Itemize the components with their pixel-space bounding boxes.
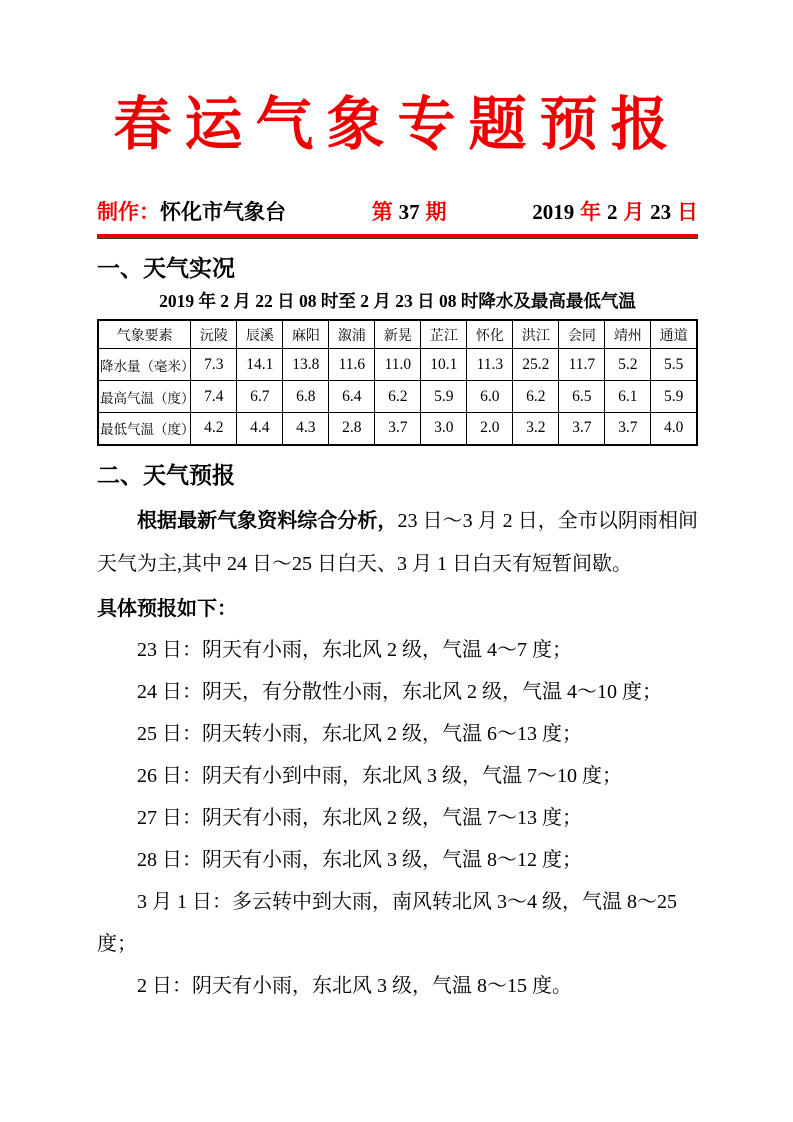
table-cell: 3.0 bbox=[421, 413, 467, 445]
table-cell: 6.1 bbox=[605, 381, 651, 413]
date-month-unit: 月 bbox=[623, 201, 645, 224]
section1-heading: 一、天气实况 bbox=[97, 255, 235, 281]
table-cell: 6.5 bbox=[559, 381, 605, 413]
forecast-subheading: 具体预报如下： bbox=[97, 597, 237, 620]
forecast-line: 25 日：阴天转小雨，东北风 2 级，气温 6～13 度； bbox=[137, 722, 582, 745]
producer-label: 制作： bbox=[97, 201, 160, 224]
table-row bbox=[98, 381, 697, 413]
table-cell: 6.8 bbox=[283, 381, 329, 413]
table-row bbox=[98, 349, 697, 381]
issue-prefix: 第 bbox=[371, 201, 393, 224]
table-header-cell: 新晃 bbox=[375, 320, 421, 349]
producer bbox=[97, 199, 286, 227]
table-cell: 7.3 bbox=[191, 349, 237, 381]
table-cell: 11.7 bbox=[559, 349, 605, 381]
forecast-line: 28 日：阴天有小雨，东北风 3 级，气温 8～12 度； bbox=[137, 848, 582, 871]
table-cell: 5.9 bbox=[421, 381, 467, 413]
table-row bbox=[98, 413, 697, 445]
issue-suffix: 期 bbox=[425, 201, 447, 224]
table-cell: 6.2 bbox=[375, 381, 421, 413]
forecast-line: 3 月 1 日：多云转中到大雨，南风转北风 3～4 级，气温 8～25 度； bbox=[97, 890, 677, 955]
issue-value: 37 bbox=[398, 200, 420, 224]
forecast-line: 2 日：阴天有小雨，东北风 3 级，气温 8～15 度。 bbox=[137, 974, 572, 997]
forecast-intro-lead: 根据最新气象资料综合分析， bbox=[137, 509, 398, 532]
producer-name: 怀化市气象台 bbox=[160, 201, 286, 224]
table-cell: 6.4 bbox=[329, 381, 375, 413]
date-day-unit: 日 bbox=[677, 201, 698, 224]
weather-observation-table bbox=[97, 319, 698, 446]
table-cell: 11.6 bbox=[329, 349, 375, 381]
table-cell: 4.3 bbox=[283, 413, 329, 445]
masthead-info-line bbox=[97, 198, 698, 227]
table-cell: 4.2 bbox=[191, 413, 237, 445]
table-header-cell: 气象要素 bbox=[98, 320, 191, 349]
date-year-unit: 年 bbox=[580, 201, 602, 224]
issue-date bbox=[532, 198, 698, 227]
table-header-cell: 芷江 bbox=[421, 320, 467, 349]
table-cell: 4.4 bbox=[237, 413, 283, 445]
table-cell: 5.2 bbox=[605, 349, 651, 381]
forecast-intro bbox=[97, 500, 698, 586]
table-cell: 3.7 bbox=[605, 413, 651, 445]
table-header-row bbox=[98, 320, 697, 349]
table-cell: 5.5 bbox=[651, 349, 697, 381]
table-row-label: 最低气温（度） bbox=[98, 413, 191, 445]
date-day: 23 bbox=[650, 200, 672, 224]
table-cell: 6.2 bbox=[513, 381, 559, 413]
table-cell: 6.0 bbox=[467, 381, 513, 413]
issue-number bbox=[372, 198, 447, 227]
table-cell: 13.8 bbox=[283, 349, 329, 381]
table-row-label: 降水量（毫米） bbox=[98, 349, 191, 381]
date-month: 2 bbox=[606, 200, 618, 224]
weather-table-title: 2019 年 2 月 22 日 08 时至 2 月 23 日 08 时降水及最高最低气温 bbox=[159, 291, 636, 311]
forecast-intro-rest: 23 日～3 月 2 日，全市以阴雨相间天气为主,其中 24 日～25 日白天、3 月 1 日白天有短暂间歇。 bbox=[97, 509, 699, 575]
forecast-line: 23 日：阴天有小雨，东北风 2 级，气温 4～7 度； bbox=[137, 638, 572, 661]
table-cell: 2.0 bbox=[467, 413, 513, 445]
forecast-line: 26 日：阴天有小到中雨，东北风 3 级，气温 7～10 度； bbox=[137, 764, 622, 787]
table-cell: 5.9 bbox=[651, 381, 697, 413]
table-row-label: 最高气温（度） bbox=[98, 381, 191, 413]
table-header-cell: 麻阳 bbox=[283, 320, 329, 349]
table-cell: 25.2 bbox=[513, 349, 559, 381]
table-cell: 7.4 bbox=[191, 381, 237, 413]
document-title: 春运气象专题预报 bbox=[113, 90, 682, 158]
table-cell: 11.3 bbox=[467, 349, 513, 381]
table-header-cell: 洪江 bbox=[513, 320, 559, 349]
masthead-divider bbox=[97, 234, 698, 239]
table-header-cell: 靖州 bbox=[605, 320, 651, 349]
table-cell: 3.2 bbox=[513, 413, 559, 445]
section2-heading: 二、天气预报 bbox=[97, 461, 235, 488]
table-header-cell: 会同 bbox=[559, 320, 605, 349]
table-cell: 10.1 bbox=[421, 349, 467, 381]
forecast-list bbox=[97, 629, 698, 1007]
table-header-cell: 通道 bbox=[651, 320, 697, 349]
table-cell: 11.0 bbox=[375, 349, 421, 381]
forecast-line: 24 日：阴天，有分散性小雨，东北风 2 级，气温 4～10 度； bbox=[137, 680, 662, 703]
table-cell: 6.7 bbox=[237, 381, 283, 413]
table-header-cell: 辰溪 bbox=[237, 320, 283, 349]
table-cell: 14.1 bbox=[237, 349, 283, 381]
table-cell: 2.8 bbox=[329, 413, 375, 445]
table-cell: 3.7 bbox=[375, 413, 421, 445]
table-header-cell: 沅陵 bbox=[191, 320, 237, 349]
table-cell: 3.7 bbox=[559, 413, 605, 445]
table-cell: 4.0 bbox=[651, 413, 697, 445]
table-header-cell: 溆浦 bbox=[329, 320, 375, 349]
date-year: 2019 bbox=[532, 200, 575, 224]
table-header-cell: 怀化 bbox=[467, 320, 513, 349]
forecast-line: 27 日：阴天有小雨，东北风 2 级，气温 7～13 度； bbox=[137, 806, 582, 829]
